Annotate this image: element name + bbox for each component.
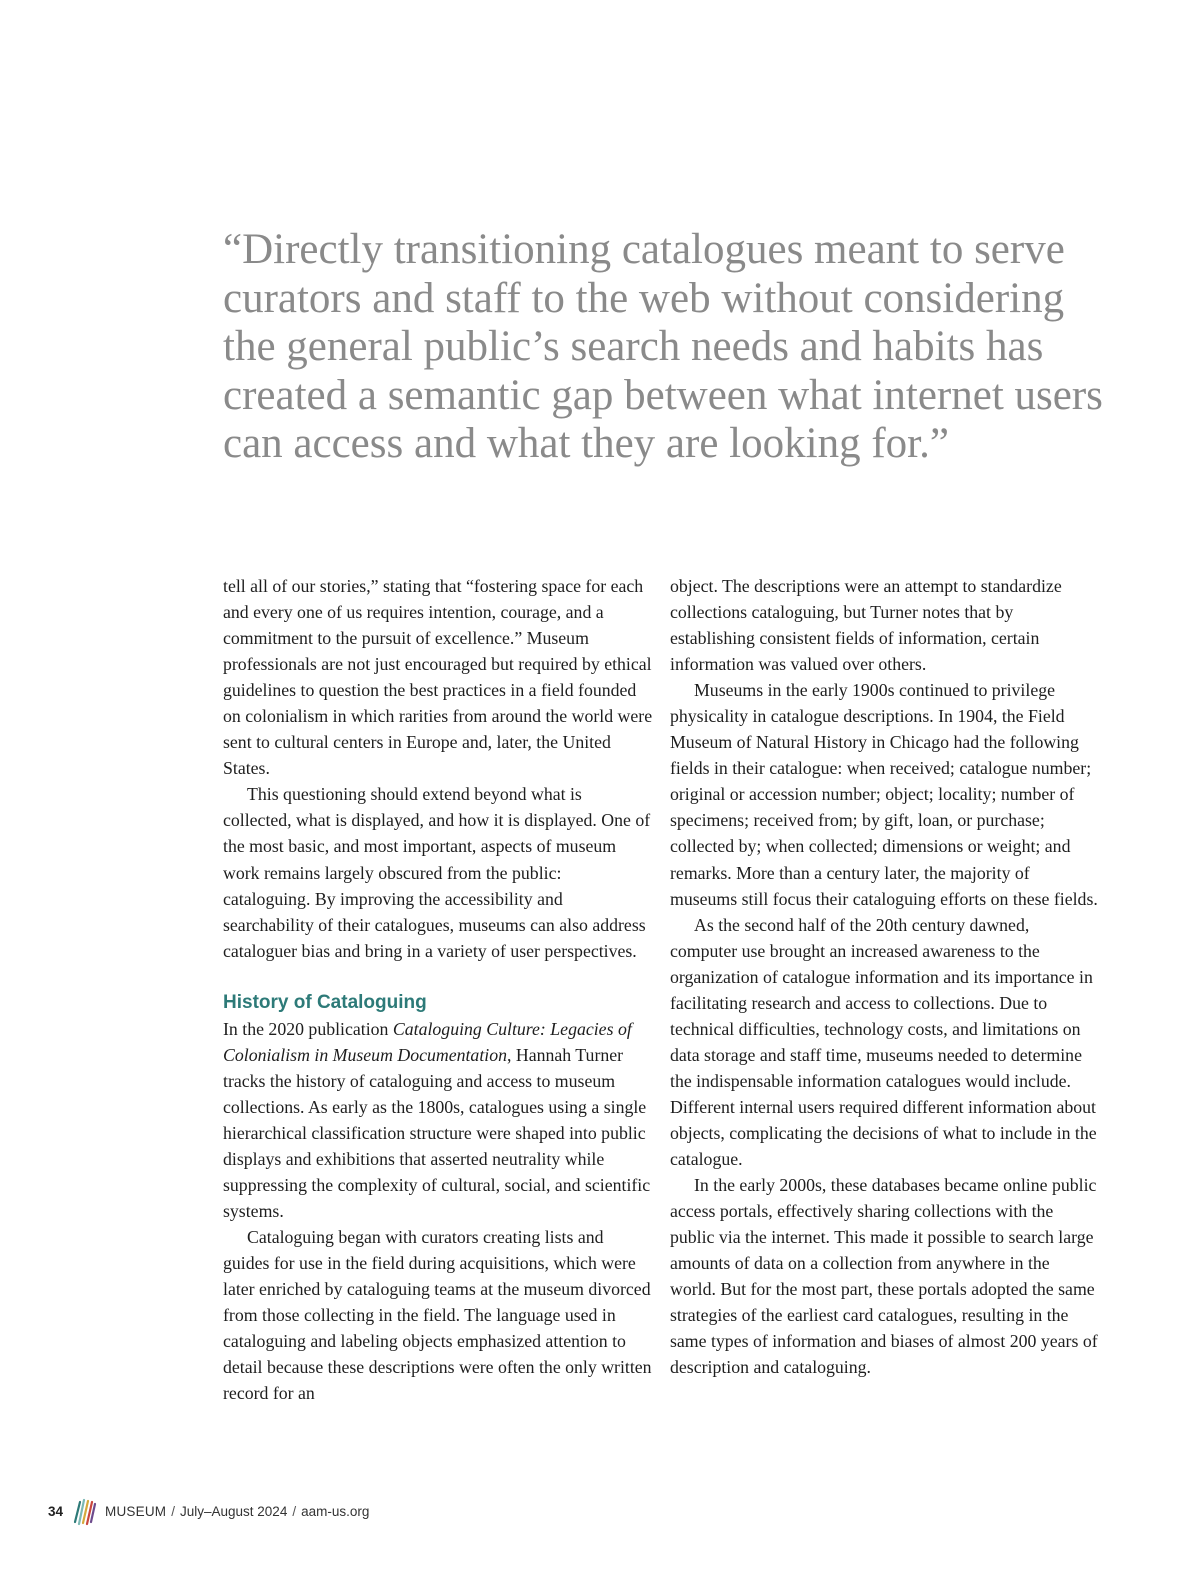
body-paragraph: This questioning should extend beyond what is collected, what is displayed, and how it is displayed. One of the most basic, and most important, aspects of museum work remains largely obscured from the public: cataloguing. By improving the accessibility and searchability of their catalogues, museums can also address cataloguer bias and bring in a variety of user perspectives. bbox=[223, 784, 651, 961]
body-paragraph: In the early 2000s, these databases became online public access portals, effectively sharing collections with the public via the internet. This made it possible to search large amounts of data on a collection from anywhere in the world. But for the most part, these portals adopted the same strategies of the earliest card catalogues, resulting in the same types of information and biases of almost 200 years of description and cataloguing. bbox=[670, 1175, 1098, 1378]
footer-separator: / bbox=[292, 1503, 297, 1519]
body-paragraph: Museums in the early 1900s continued to privilege physicality in catalogue descriptions. In 1904, the Field Museum of Natural History in Chicago had the following fields in their catalogue: when received; catalogue number; original or accession number; object; locality; number of specimens; received from; by gift, loan, or purchase; collected by; when collected; dimensions or weight; and remarks. More than a century later, the majority of museums still focus their cataloguing efforts on these fields. bbox=[670, 680, 1098, 909]
website-link[interactable]: aam-us.org bbox=[301, 1503, 370, 1519]
body-paragraph: As the second half of the 20th century dawned, computer use brought an increased awareness to the organization of catalogue information and its importance in facilitating research and access to collections. Due to technical difficulties, technology costs, and limitations on data storage and staff time, museums needed to determine the indispensable information catalogues would include. Different internal users required different information about objects, complicating the decisions of what to include in the catalogue. bbox=[670, 914, 1097, 1170]
body-paragraph: object. The descriptions were an attempt to standardize collections cataloguing, but Turner notes that by establishing consistent fields of information, certain information was valued over others. bbox=[670, 576, 1062, 675]
book-title: Cataloguing Culture: Legacies of Colonialism in Museum Documentation bbox=[223, 1018, 632, 1065]
section-heading: History of Cataloguing bbox=[223, 991, 427, 1013]
left-column bbox=[223, 573, 653, 1406]
page-number: 34 bbox=[48, 1503, 64, 1519]
body-paragraph: Cataloguing began with curators creating lists and guides for use in the field during acquisitions, which were later enriched by cataloguing teams at the museum divorced from those collecting in the field. The language used in cataloguing and labeling objects emphasized attention to detail because these descriptions were often the only written record for an bbox=[223, 1227, 652, 1404]
pull-quote: “Directly transitioning catalogues meant to serve curators and staff to the web without considering the general public’s search needs and habits has created a semantic gap between what internet users can access and what they are looking for.” bbox=[223, 226, 1103, 467]
publication-name: MUSEUM bbox=[105, 1503, 167, 1519]
body-text: , Hannah Turner tracks the history of cataloguing and access to museum collections. As early as the 1800s, catalogues using a single hierarchical classification structure were shaped into public displays and exhibitions that asserted neutrality while suppressing the complexity of cultural, social, and scientific systems. bbox=[223, 1044, 651, 1222]
right-column bbox=[670, 573, 1100, 1380]
footer-separator: / bbox=[171, 1503, 175, 1519]
body-paragraph bbox=[223, 1016, 653, 1224]
body-text: In the 2020 publication bbox=[223, 1018, 393, 1039]
issue-date: July–August 2024 bbox=[180, 1503, 288, 1519]
page-footer bbox=[48, 1496, 369, 1526]
body-paragraph: tell all of our stories,” stating that “fostering space for each and every one of us requires intention, courage, and a commitment to the pursuit of excellence.” Museum professionals are not just encouraged but required by ethical guidelines to question the best practices in a field founded on colonialism in which rarities from around the world were sent to cultural centers in Europe and, later, the United States. bbox=[223, 576, 653, 779]
aam-stripes-logo-icon bbox=[71, 1496, 97, 1526]
